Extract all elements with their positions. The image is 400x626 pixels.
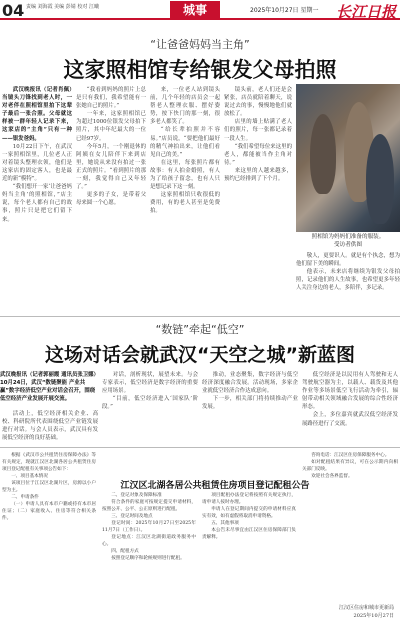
- notice-paragraph: 四、配租方式: [111, 549, 139, 554]
- story2-paragraph: 低空经济是以民用有人驾驶和无人驾驶航空器为主，以载人、载货及其他作业等多场景低空飞行活动为牵引，辐射带动相关领域融合发展的综合性经济形态。: [302, 372, 398, 411]
- notice-paragraph: 本公告未尽事宜由江汉区住房保障部门负责解释。: [202, 528, 296, 540]
- notice-paragraph: 登记地点：江汉区北湖街道政务服务中心。: [102, 535, 196, 547]
- story2-column-3: [202, 371, 298, 444]
- notice-column-2: [102, 492, 196, 622]
- story1-paragraph: 10月22日下午，在武汉一家照相馆里，几位老人正对着镜头整理衣领，他们是这家店的固定客人，也是最近的新“模特”。: [2, 143, 72, 183]
- story1-paragraph: “我看到妈妈的照片上总是只有我们，我希望能有一张她自己的照片。”: [76, 87, 146, 110]
- story2-headline: 这场对话会就武汉“天空之城”新蓝图: [45, 344, 355, 366]
- story1-column-4: [224, 86, 292, 312]
- notice-column-3: [202, 492, 296, 622]
- caption-credit: 受访者供图: [334, 242, 362, 248]
- story1-paragraph: 这家照相馆只收很低的费用，有的老人甚至是免费拍。: [150, 192, 220, 215]
- section-title: 城事: [170, 1, 220, 19]
- caption-text: 照相馆为妈妈们准备的服装。: [311, 234, 385, 240]
- photo-figure: [366, 134, 394, 224]
- story2-paragraph: 推动，业态聚集，数字经济与低空经济深度融合发展。活动现场，多家企业就低空经济合作达成意向。: [202, 372, 298, 395]
- page-number: 04: [2, 1, 25, 20]
- story1-photo: [296, 84, 400, 232]
- story2-paragraph: 下一步，相关部门将持续推动产业发展。: [202, 396, 298, 411]
- story1-kicker: “让爸爸妈妈当主角”: [150, 38, 250, 51]
- story2-paragraph: 活动上，低空经济相关企业、高校、科研院所代表围绕低空产业链发展进行对话。与会人员表示，武汉具有发展低空经济的良好基础。: [2, 411, 98, 442]
- notice-date: 2025年10月27日: [353, 613, 394, 619]
- story1-paragraph: 镜头前，老人们还是会紧张，店员就陪着聊天，说说过去的事，慢慢地他们就放松了。: [224, 87, 292, 118]
- story2-paragraph: “目前，低空经济进入‘国家队’阶段。”: [102, 396, 198, 411]
- notice-signoff: [339, 604, 394, 620]
- notice-title: 江汉区北湖各居公共租赁住房项目登记配租公告: [120, 481, 310, 491]
- story2-lead: 武汉晚报讯（记者郭丽霞 通讯员张卫娜）10月24日，武汉“数链聚能 产业共赢”数字经济低空产业对话会召开，围绕低空经济产业发展开展交流。: [0, 372, 97, 402]
- notice-paragraph: 咨询电话：江汉区住房保障服务中心。: [311, 453, 390, 458]
- story1-paragraph: 来这里的人越来越多，预约已经排到了下个月。: [224, 167, 292, 183]
- story1-column-5: [296, 252, 400, 312]
- issue-date: 2025年10月27日 星期一: [250, 7, 319, 14]
- notice-paragraph: 欢迎社会各界监督。: [311, 474, 353, 479]
- story1-paragraph: 今年5月，一个刚退休的阿姨在女儿陪伴下来到店里，她说从来没有拍过一张正式的照片。“看到照片的那一刻，我觉得自己又年轻了。”: [76, 143, 146, 191]
- photo-figure: [310, 114, 336, 194]
- story1-paragraph: 敬人，更要识人。就是有个执念，想为他们留下美的瞬间。: [296, 253, 400, 268]
- story2-paragraph: 会上，多位嘉宾就武汉低空经济发展路径进行了交流。: [302, 412, 398, 427]
- story1-column-2: [76, 86, 146, 312]
- notice-paragraph: 二、申请条件: [11, 495, 39, 500]
- newspaper-logo: 长江日报: [335, 3, 396, 21]
- story1-paragraph: “我们希望每位来这里的老人，都能被当作主角对待。”: [224, 143, 292, 166]
- story1-paragraph: 一年来，这家照相馆已为超过1000位银发父母拍下照片，其中年纪最大的一位已经97岁。: [76, 111, 146, 142]
- story1-paragraph: 更多的子女，是带着父母来圆一个心愿。: [76, 192, 146, 207]
- notice-paragraph: 该项目位于江汉区北湖片区，房源以小户型为主。: [2, 481, 96, 493]
- story1-paragraph: 来，一位老人站到镜头前，几个年轻的店员会一起帮老人整理衣服、摆好姿势，按下快门的那一刻，很多老人都笑了。: [150, 87, 220, 126]
- story2-column-4: [302, 371, 398, 444]
- notice-paragraph: 五、其他事项: [211, 521, 239, 526]
- notice-paragraph: 符合条件的家庭可按规定提交申请材料，按照公开、公平、公正原则进行配租。: [102, 500, 196, 512]
- story1-paragraph: “我们想开一家‘让爸爸妈妈当主角’的照相馆，”店主说，每个老人都有自己的故事，照片只是把它们留下来。: [2, 184, 72, 223]
- notice-paragraph: 二、登记对象及保障标准: [111, 493, 162, 498]
- story1-paragraph: 在这里，每张照片都有故事：有人拍金婚照，有人为了给孩子留念，也有人只是想记录下这一刻。: [150, 159, 220, 191]
- notice-issuer: 江汉区住房和城市更新局: [338, 605, 394, 611]
- notice-paragraph: 登记时间：2025年10月27日至2025年11月7日（工作日）。: [102, 521, 196, 533]
- story1-column-3: [150, 86, 220, 312]
- story1-paragraph: “给长辈拍照并不容易。”店员说，“要把他们最好的精气神拍出来，让他们看见自己的美。”: [150, 127, 220, 158]
- notice-paragraph: 按照登记顺序和轮候规则进行配租。: [111, 556, 185, 561]
- story2-column-2: [102, 371, 198, 444]
- notice-paragraph: 根据《武汉市公共租赁住房保障办法》等有关规定，现就江汉区北湖各居公共租赁住房项目登记配租有关事项公告如下：: [2, 453, 96, 472]
- story-divider: [0, 316, 400, 317]
- notice-paragraph: 三、登记时间及地点: [111, 514, 153, 519]
- notice-paragraph: 如对配租结果有异议，可在公示期内向相关部门反映。: [302, 460, 398, 472]
- notice-paragraph: 申请人在登记期间内提交的申请材料应真实有效，如有虚假将取消申请资格。: [202, 507, 296, 519]
- story1-paragraph: 武汉晚报讯（记者肖佩）当镜头刀锋找到老人时，一对老伴在照相馆里拍下这辈子最后一张合照。父母就这样被一群年轻人记录下来，这家店的“主角”只有一种——银发爸妈。: [2, 87, 72, 142]
- photo-caption: [296, 233, 400, 249]
- notice-paragraph: （一）申请人具有本市户籍或持有本市居住证；（二）家庭收入、住房等符合相关条件。: [2, 502, 96, 521]
- story1-column-1: [2, 86, 72, 312]
- story1-paragraph: 他表示，未来店将继续为银发父母拍照，记录他们的人生故事，也希望更多年轻人关注身边的老人，多陪伴，多记录。: [296, 269, 400, 292]
- notice-column-1: [2, 452, 96, 622]
- notice-paragraph: 一、项目基本情况: [11, 474, 48, 479]
- notice-paragraph: 项目配租办法登记将按照有关规定执行，请申请人按时办理。: [202, 493, 296, 505]
- story1-headline: 这家照相馆专给银发父母拍照: [63, 58, 337, 82]
- story2-column-1: [2, 410, 98, 444]
- story2-kicker: “数链”牵起“低空”: [155, 323, 245, 336]
- editors-line: 责编 刘海霞 美编 彭婧 校对 江曦: [26, 4, 99, 10]
- story1-paragraph: 店里的墙上贴满了老人们的照片，每一张都记录着一段人生。: [224, 119, 292, 142]
- story2-paragraph: 对话，剖析现状，展望未来。与会专家表示，低空经济是数字经济的重要应用场景。: [102, 372, 198, 395]
- notice-column-4: [302, 452, 398, 602]
- page-header: [0, 0, 400, 20]
